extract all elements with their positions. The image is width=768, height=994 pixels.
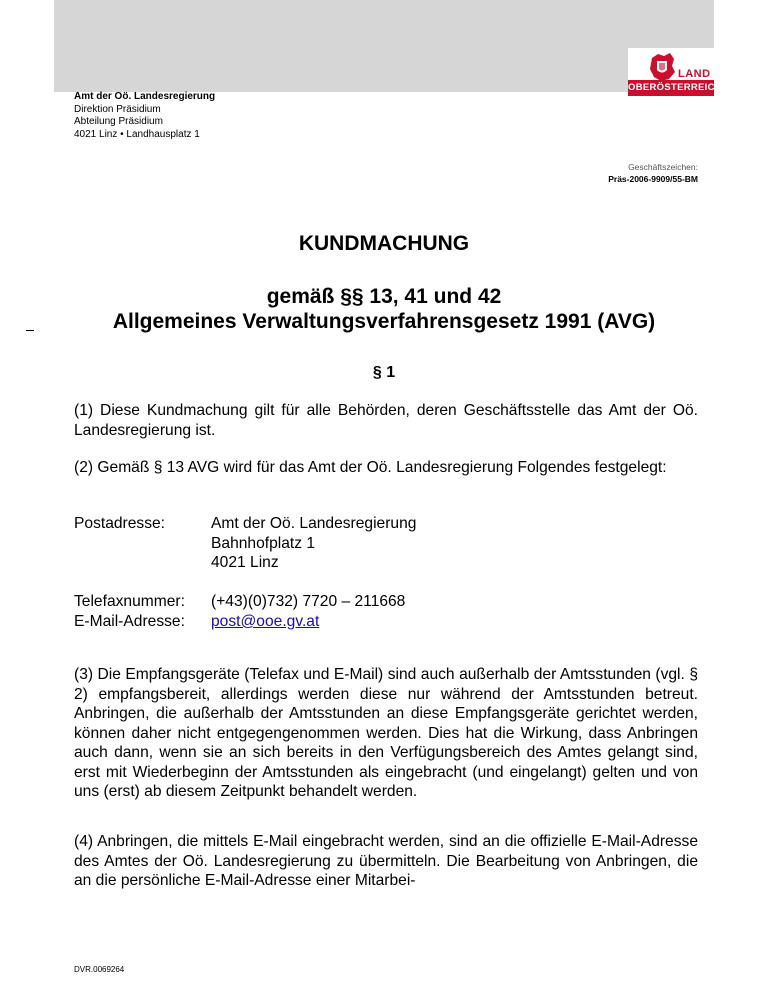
sender-line: Abteilung Präsidium (74, 116, 163, 127)
sender-org: Amt der Oö. Landesregierung (74, 91, 216, 102)
sender-address: 4021 Linz • Landhausplatz 1 (74, 128, 200, 140)
paragraph-1: (1) Diese Kundmachung gilt für alle Behörden, deren Geschäftsstelle das Amt der Oö. Landesregierung ist. (74, 402, 698, 439)
fax-label: Telefaxnummer: (74, 593, 185, 610)
paragraph-3: (3) Die Empfangsgeräte (Telefax und E-Mail) sind auch außerhalb der Amtsstunden (vgl. § 2) empfangsbereit, allerdings werden diese nur während der Amtsstunden betreut. Anbringen, die außerhalb der Amtsstunden an diese Empfangsgeräte gerichtet werden, können daher nicht entgegengenommen werden. Dies hat die Wirkung, dass Anbringen auch dann, wenn sie an sich bereits in den Verfügungsbereich des Amtes gelangt sind, erst mit Wiederbeginn der Amtsstunden als eingebracht (und eingelangt) gelten und von uns (erst) ab diesem Zeitpunkt behandelt werden. (74, 666, 698, 800)
postal-address (211, 514, 416, 573)
logo-state-name: OBERÖSTERREICH (628, 80, 714, 96)
subtitle-line: gemäß §§ 13, 41 und 42 (266, 285, 502, 308)
postal-address-row (74, 514, 574, 574)
section-heading: § 1 (372, 364, 396, 381)
sender-block (74, 91, 215, 141)
coat-of-arms-icon (648, 52, 676, 82)
land-oberoesterreich-logo (628, 48, 722, 98)
reference-block (608, 161, 698, 185)
fax-number: (+43)(0)732) 7720 – 211668 (211, 593, 406, 610)
subtitle-line: Allgemeines Verwaltungsverfahrensgesetz 1991 (AVG) (112, 310, 656, 333)
logo-land-text: LAND (678, 68, 711, 80)
paragraph-4: (4) Anbringen, die mittels E-Mail eingebracht werden, sind an die offizielle E-Mail-Adresse des Amtes der Oö. Landesregierung zu übermitteln. Die Bearbeitung von Anbringen, die an die persönliche E-Mail-Adresse einer Mitarbei- (74, 833, 698, 889)
document-title: KUNDMACHUNG (298, 232, 470, 255)
paragraph-2: (2) Gemäß § 13 AVG wird für das Amt der Oö. Landesregierung Folgendes festgelegt: (74, 459, 667, 476)
email-link[interactable]: post@ooe.gv.at (211, 613, 320, 630)
email-row (74, 612, 574, 632)
margin-mark (26, 330, 34, 331)
reference-label: Geschäftszeichen: (628, 162, 698, 172)
email-label: E-Mail-Adresse: (74, 613, 185, 630)
postal-line: Bahnhofplatz 1 (211, 534, 316, 552)
postal-line: Amt der Oö. Landesregierung (211, 515, 417, 532)
header-band (54, 0, 714, 92)
footer-dvr: DVR.0069264 (74, 965, 125, 974)
postal-label: Postadresse: (74, 515, 166, 532)
postal-line: 4021 Linz (211, 554, 279, 571)
reference-number: Präs-2006-9909/55-BM (608, 174, 698, 184)
document-subtitle (0, 284, 768, 334)
sender-line: Direktion Präsidium (74, 103, 161, 115)
fax-row (74, 592, 574, 612)
